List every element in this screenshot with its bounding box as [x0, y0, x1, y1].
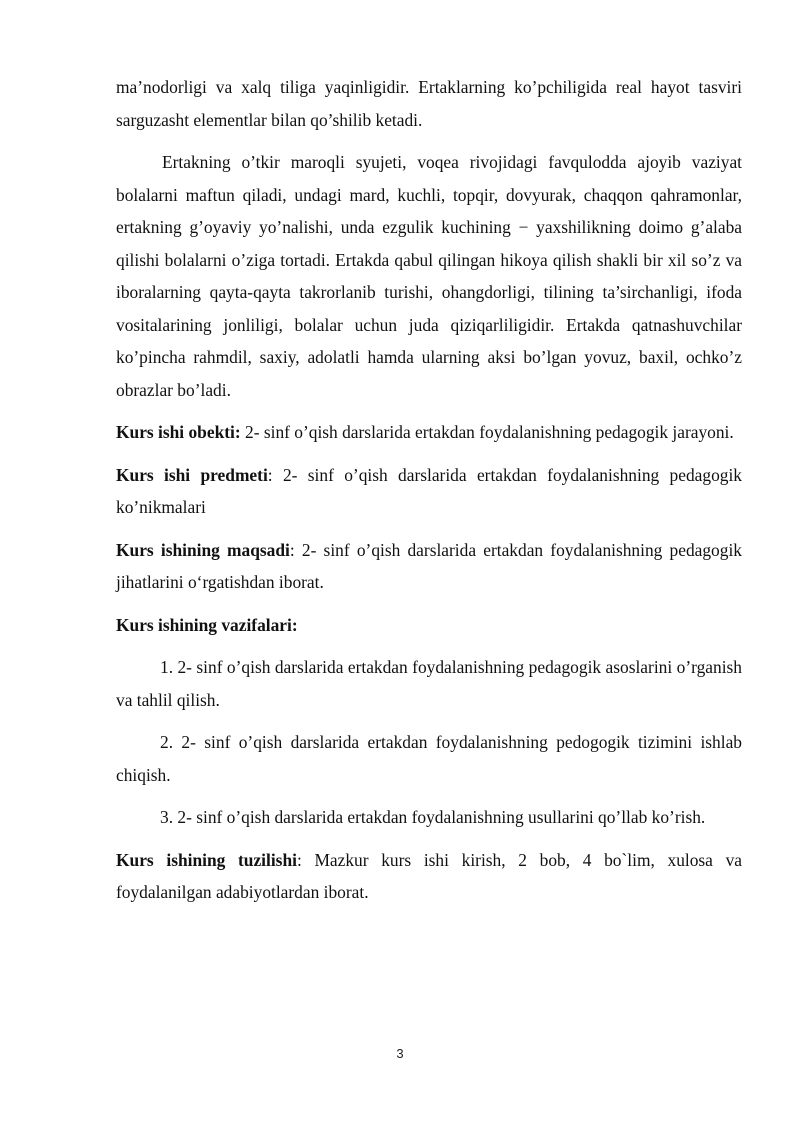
maqsad-text: : 2- sinf o’qish darslarida ertakdan foydalanishning pedagogik jihatlarini o‘rgatishdan iborat. [116, 539, 742, 592]
paragraph-ertak-description: Ertakning o’tkir maroqli syujeti, voqea rivojidagi favqulodda ajoyib vaziyat bolalarni maftun qiladi, undagi mard, kuchli, topqir, dovyurak, chaqqon qahramonlar, ertakning g’oyaviy yo’nalishi, unda ezgulik kuchining − yaxshilikning doimo g’alaba qilishi bolalarni o’ziga tortadi. Ertakda qabul qilingan hikoya qilish shakli bir xil so’z va iboralarning qayta-qayta takrorlanib turishi, ohangdorligi, tilining ta’sirchanligi, ifoda vositalarining jonliligi, bolalar uchun juda qiziqarliligidir. Ertakda qatnashuvchilar ko’pincha rahmdil, saxiy, adolatli hamda ularning aksi bo’lgan yovuz, baxil, ochko’z obrazlar bo’ladi. [116, 152, 742, 400]
list-item: 2. 2- sinf o’qish darslarida ertakdan foydalanishning pedogogik tizimini ishlab chiqish. [116, 732, 742, 785]
paragraph-intro-end: ma’nodorligi va xalq tiligа yaqinligidir. Ertaklarning ko’pchiligida real hayot tasviri sarguzasht elementlar bilan qo’shilib ketadi. [116, 77, 742, 130]
paragraph-predmet [116, 459, 742, 524]
paragraph-maqsad [116, 534, 742, 599]
paragraph-obekt [116, 416, 742, 449]
predmet-text: : 2- sinf o’qish darslarida ertakdan foydalanishning pedagogik ko’nikmalari [116, 464, 742, 517]
list-item: 3. 2- sinf o’qish darslarida ertakdan foydalanishning usullarini qo’llab ko’rish. [160, 807, 706, 827]
document-body [116, 71, 742, 909]
obekt-text: 2- sinf o’qish darslarida ertakdan foydalanishning pedagogik jarayoni. [240, 422, 734, 442]
paragraph-vazifalar-heading [116, 609, 742, 642]
maqsad-label: Kurs ishining maqsadi [116, 539, 290, 560]
page-number: 3 [396, 1046, 404, 1061]
tuzilishi-text: : Mazkur kurs ishi kirish, 2 bob, 4 bo`lim, xulosa va foydalanilgan adabiyotlardan iborat. [116, 849, 742, 902]
paragraph-tuzilishi [116, 844, 742, 909]
obekt-label: Kurs ishi obekti: [116, 422, 241, 442]
predmet-label: Kurs ishi predmeti [116, 464, 268, 485]
tuzilishi-label: Kurs ishining tuzilishi [116, 849, 297, 870]
list-item: 1. 2- sinf o’qish darslarida ertakdan foydalanishning pedagogik asoslarini o’rganish va tahlil qilish. [116, 657, 742, 710]
vazifalar-label: Kurs ishining vazifalari: [116, 614, 298, 635]
